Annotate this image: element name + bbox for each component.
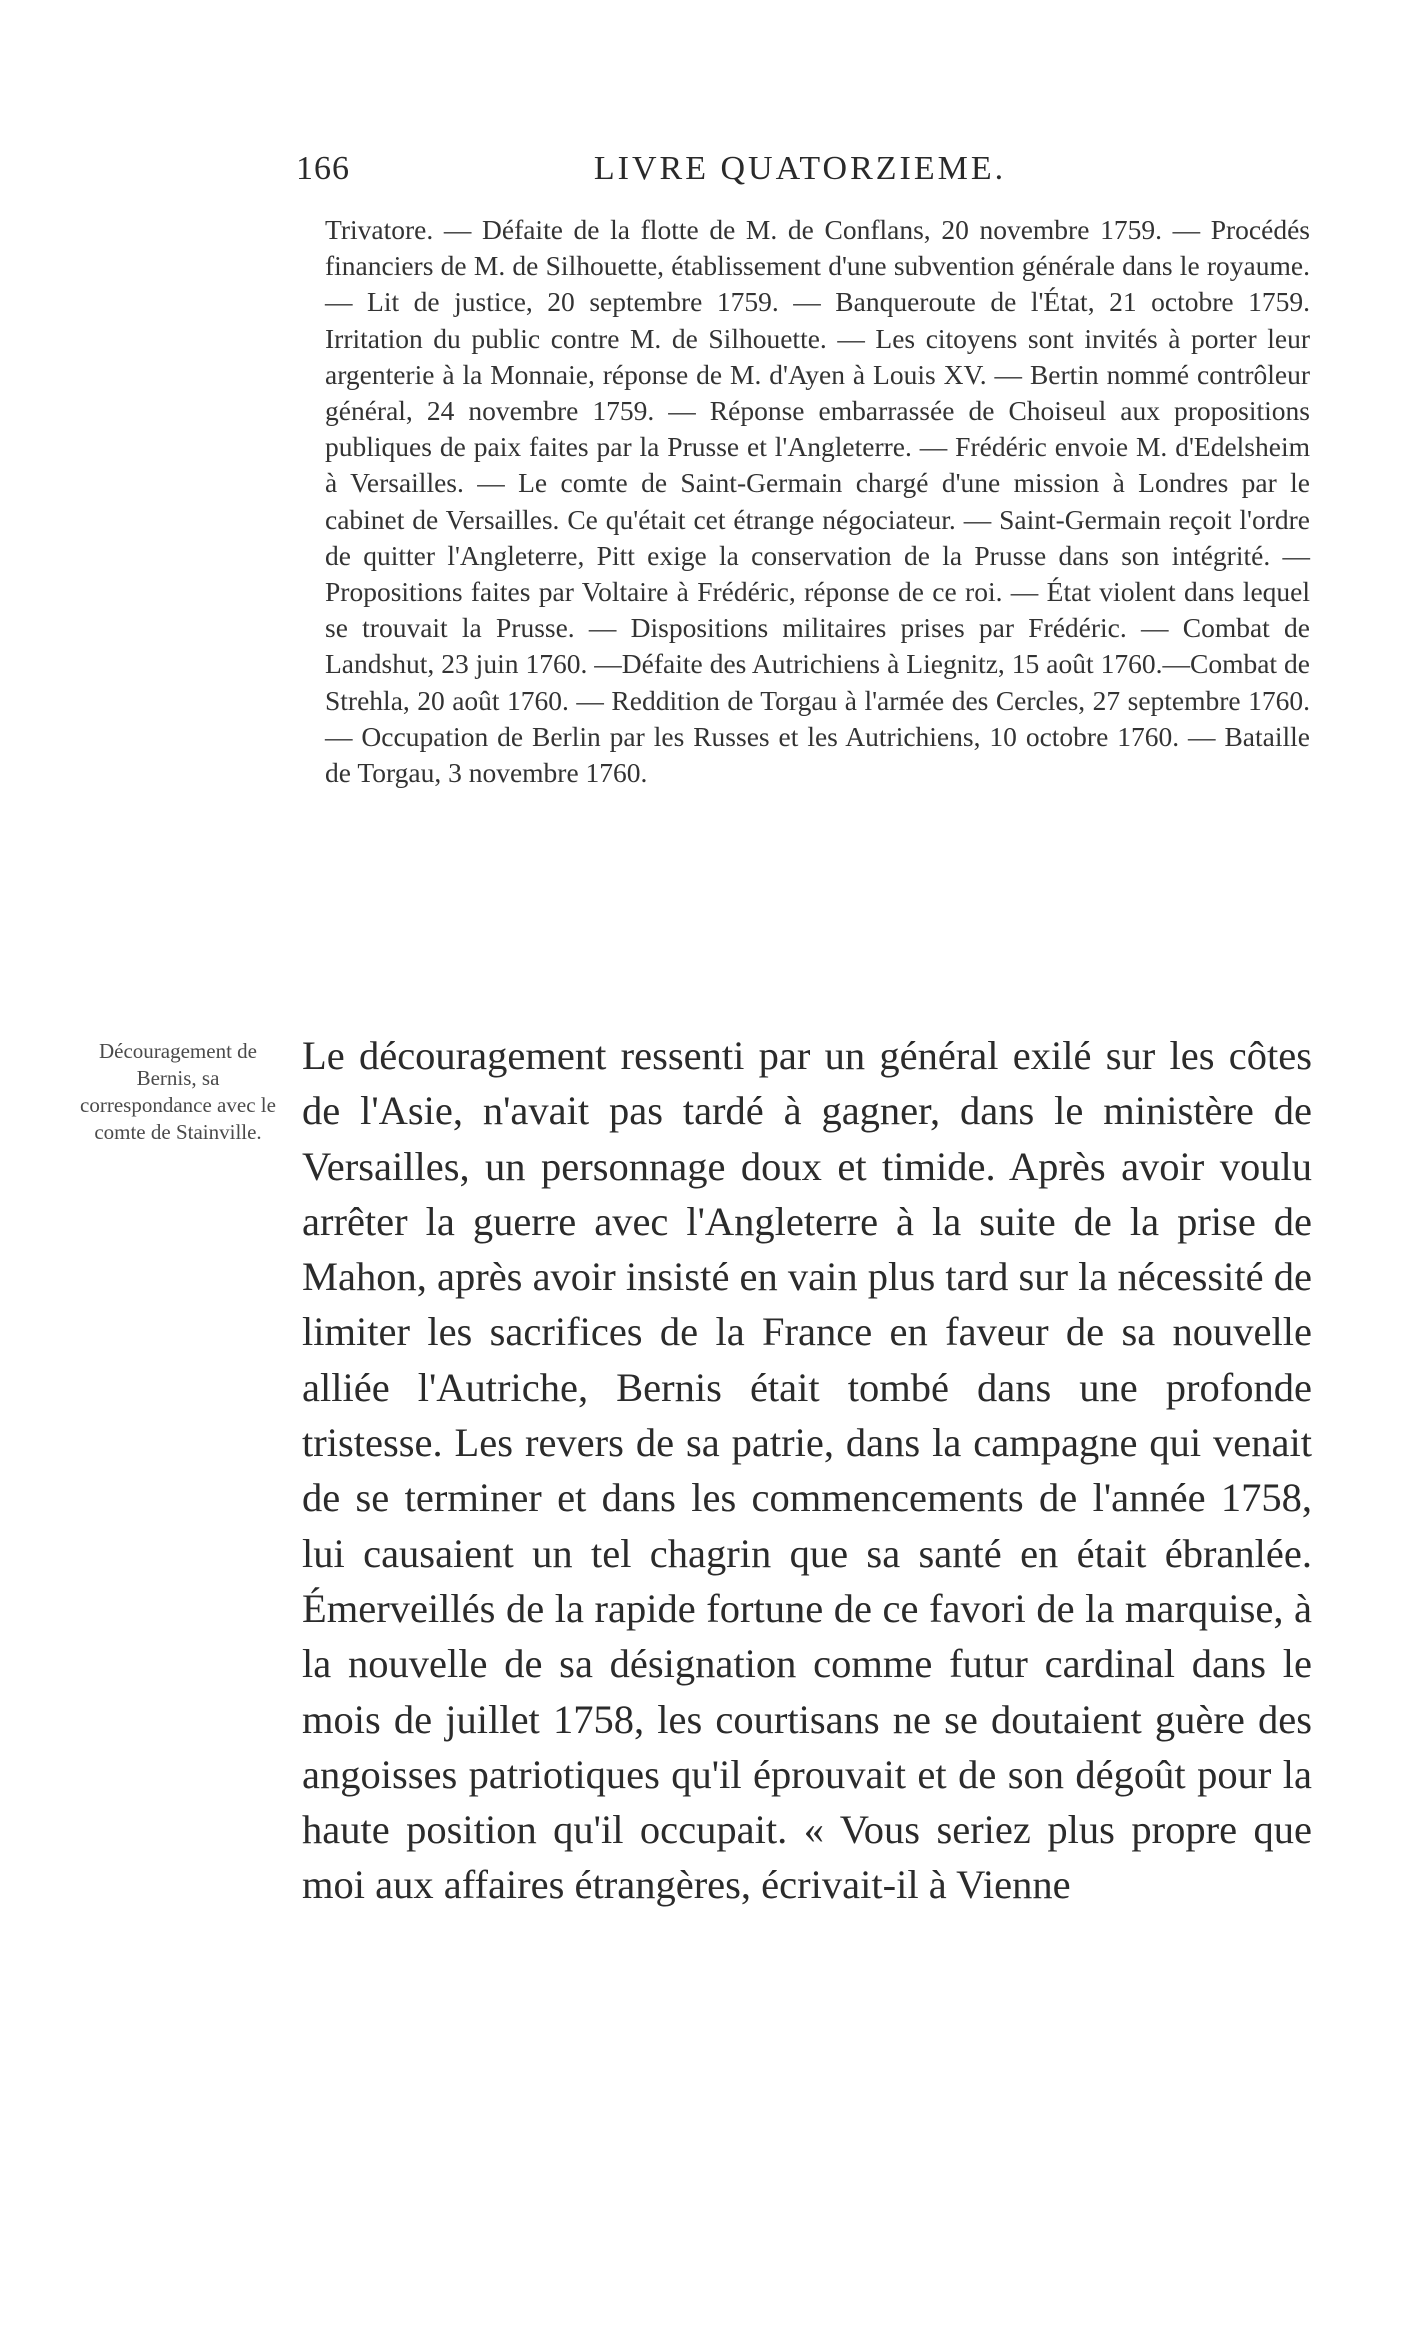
body-text: [302, 1028, 1312, 1913]
chapter-summary: [325, 212, 1310, 791]
running-head: [290, 150, 1310, 198]
chapter-summary-text: Trivatore. — Défaite de la flotte de M. de Conflans, 20 novembre 1759. — Procédés financiers de M. de Silhouette, établissement d'une subvention générale dans le royaume. — Lit de justice, 20 septembre 1759. — Banqueroute de l'État, 21 octobre 1759. Irritation du public contre M. de Silhouette. — Les citoyens sont invités à porter leur argenterie à la Monnaie, réponse de M. d'Ayen à Louis XV. — Bertin nommé contrôleur général, 24 novembre 1759. — Réponse embarrassée de Choiseul aux propositions publiques de paix faites par la Prusse et l'Angleterre. — Frédéric envoie M. d'Edelsheim à Versailles. — Le comte de Saint-Germain chargé d'une mission à Londres par le cabinet de Versailles. Ce qu'était cet étrange négociateur. — Saint-Germain reçoit l'ordre de quitter l'Angleterre, Pitt exige la conservation de la Prusse dans son intégrité. — Propositions faites par Voltaire à Frédéric, réponse de ce roi. — État violent dans lequel se trouvait la Prusse. — Dispositions militaires prises par Frédéric. — Combat de Landshut, 23 juin 1760. —Défaite des Autrichiens à Liegnitz, 15 août 1760.—Combat de Strehla, 20 août 1760. — Reddition de Torgau à l'armée des Cercles, 27 septembre 1760. — Occupation de Berlin par les Russes et les Autrichiens, 10 octobre 1760. — Bataille de Torgau, 3 novembre 1760.: [325, 214, 1310, 789]
page-number: 166: [296, 150, 350, 187]
book-title: LIVRE QUATORZIEME.: [593, 150, 1007, 187]
margin-note-text: Découragement de Bernis, sa correspondance avec le comte de Stainville.: [80, 1039, 276, 1144]
body-paragraph: Le découragement ressenti par un général exilé sur les côtes de l'Asie, n'avait pas tardé à gagner, dans le ministère de Versailles, un personnage doux et timide. Après avoir voulu arrêter la guerre avec l'Angleterre à la suite de la prise de Mahon, après avoir insisté en vain plus tard sur la nécessité de limiter les sacrifices de la France en faveur de sa nouvelle alliée l'Autriche, Bernis était tombé dans une profonde tristesse. Les revers de sa patrie, dans la campagne qui venait de se terminer et dans les commencements de l'année 1758, lui causaient un tel chagrin que sa santé en était ébranlée. Émerveillés de la rapide fortune de ce favori de la marquise, à la nouvelle de sa désignation comme futur cardinal dans le mois de juillet 1758, les courtisans ne se doutaient guère des angoisses patriotiques qu'il éprouvait et de son dégoût pour la haute position qu'il occupait. « Vous seriez plus propre que moi aux affaires étrangères, écrivait-il à Vienne: [302, 1033, 1312, 1908]
margin-note: [78, 1038, 278, 1146]
